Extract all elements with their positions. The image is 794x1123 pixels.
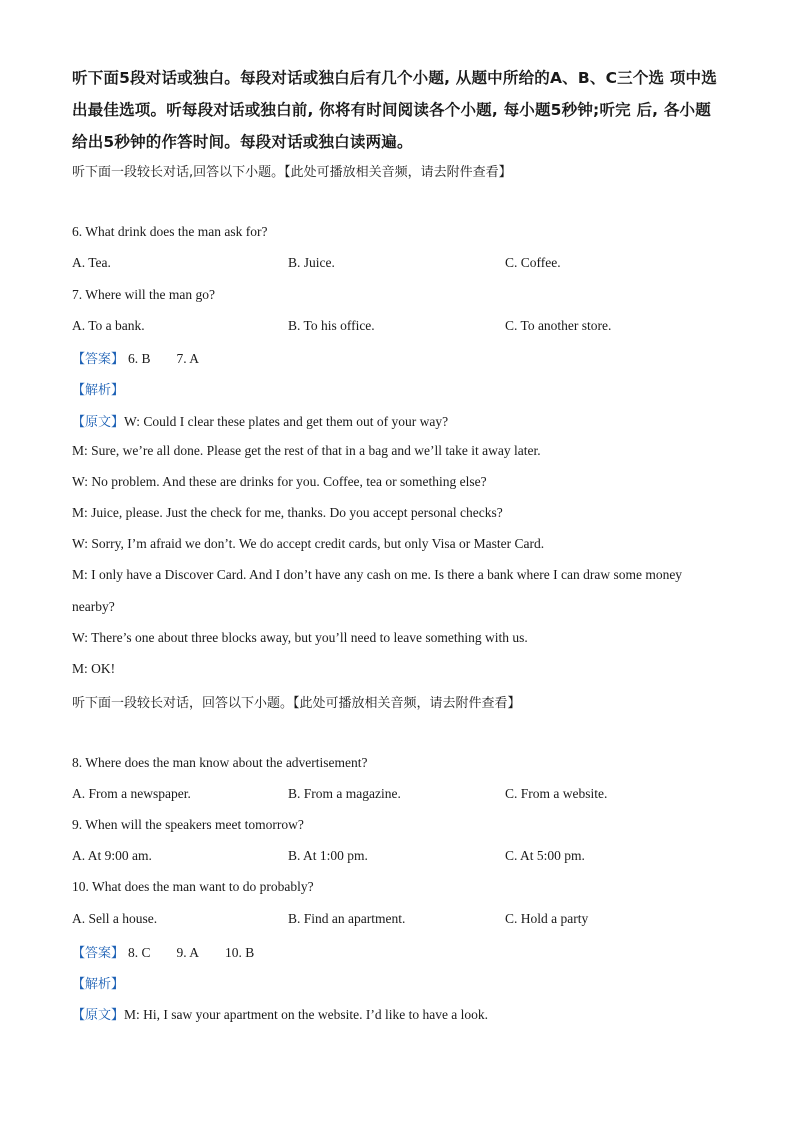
option-a: A. At 9:00 am. (72, 848, 152, 863)
option-b: B. Juice. (288, 255, 335, 270)
answer-value: 8. C (128, 945, 151, 960)
transcript-text: M: Hi, I saw your apartment on the website. I’d like to have a look. (124, 1007, 489, 1022)
option-c: C. From a website. (505, 786, 608, 801)
question-7: 7. Where will the man go? (72, 287, 215, 302)
source-tag: 【原文】 (72, 1008, 125, 1023)
option-c: C. Hold a party (505, 911, 589, 926)
option-b: B. From a magazine. (288, 786, 401, 801)
option-a: A. Sell a house. (72, 911, 158, 926)
question-6: 6. What drink does the man ask for? (72, 224, 268, 239)
analysis-tag: 【解析】 (72, 383, 125, 398)
option-c: C. At 5:00 pm. (505, 848, 585, 863)
answer-tag: 【答案】 (72, 946, 125, 961)
transcript-line: M: Sure, we’re all done. Please get the rest of that in a bag and we’ll take it away later. (72, 443, 541, 458)
option-a: A. Tea. (72, 255, 111, 270)
answer-row (72, 348, 199, 367)
analysis-tag: 【解析】 (72, 977, 125, 992)
transcript-line: M: Juice, please. Just the check for me, thanks. Do you accept personal checks? (72, 505, 503, 520)
question-8: 8. Where does the man know about the advertisement? (72, 755, 368, 770)
option-c: C. Coffee. (505, 255, 561, 270)
option-b: B. To his office. (288, 318, 375, 333)
analysis-row (72, 973, 124, 992)
answer-value: 9. A (176, 945, 200, 960)
transcript-text: W: Could I clear these plates and get them out of your way? (124, 414, 449, 429)
question-10: 10. What does the man want to do probably? (72, 879, 314, 894)
answer-tag: 【答案】 (72, 352, 125, 367)
option-b: B. At 1:00 pm. (288, 848, 368, 863)
question-9: 9. When will the speakers meet tomorrow? (72, 817, 304, 832)
transcript-line (72, 1004, 488, 1023)
transcript-line: W: Sorry, I’m afraid we don’t. We do accept credit cards, but only Visa or Master Card. (72, 536, 545, 551)
answer-value: 7. A (176, 351, 200, 366)
section1-intro: 听下面一段较长对话,回答以下小题。【此处可播放相关音频，请去附件查看】 (72, 165, 512, 180)
answer-row (72, 942, 254, 961)
section2-intro: 听下面一段较长对话，回答以下小题。【此处可播放相关音频，请去附件查看】 (72, 696, 521, 711)
option-a: A. From a newspaper. (72, 786, 191, 801)
option-b: B. Find an apartment. (288, 911, 406, 926)
source-tag: 【原文】 (72, 415, 125, 430)
option-a: A. To a bank. (72, 318, 145, 333)
transcript-line: M: I only have a Discover Card. And I don’t have any cash on me. Is there a bank where I can draw some money (72, 567, 683, 582)
answer-value: 6. B (128, 351, 151, 366)
transcript-line: W: No problem. And these are drinks for you. Coffee, tea or something else? (72, 474, 487, 489)
transcript-line (72, 411, 448, 430)
answer-value: 10. B (225, 945, 255, 960)
analysis-row (72, 379, 124, 398)
transcript-line: W: There’s one about three blocks away, but you’ll need to leave something with us. (72, 630, 528, 645)
listening-instructions: 听下面5段对话或独白。每段对话或独白后有几个小题, 从题中所给的A、B、C三个选 项中选出最佳选项。听每段对话或独白前, 你将有时间阅读各个小题, 每小题5秒钟;听完 后, 各小题给出5秒钟的作答时间。每段对话或独白读两遍。 (72, 69, 717, 151)
transcript-line: nearby? (72, 599, 115, 614)
option-c: C. To another store. (505, 318, 612, 333)
transcript-line: M: OK! (72, 661, 116, 676)
